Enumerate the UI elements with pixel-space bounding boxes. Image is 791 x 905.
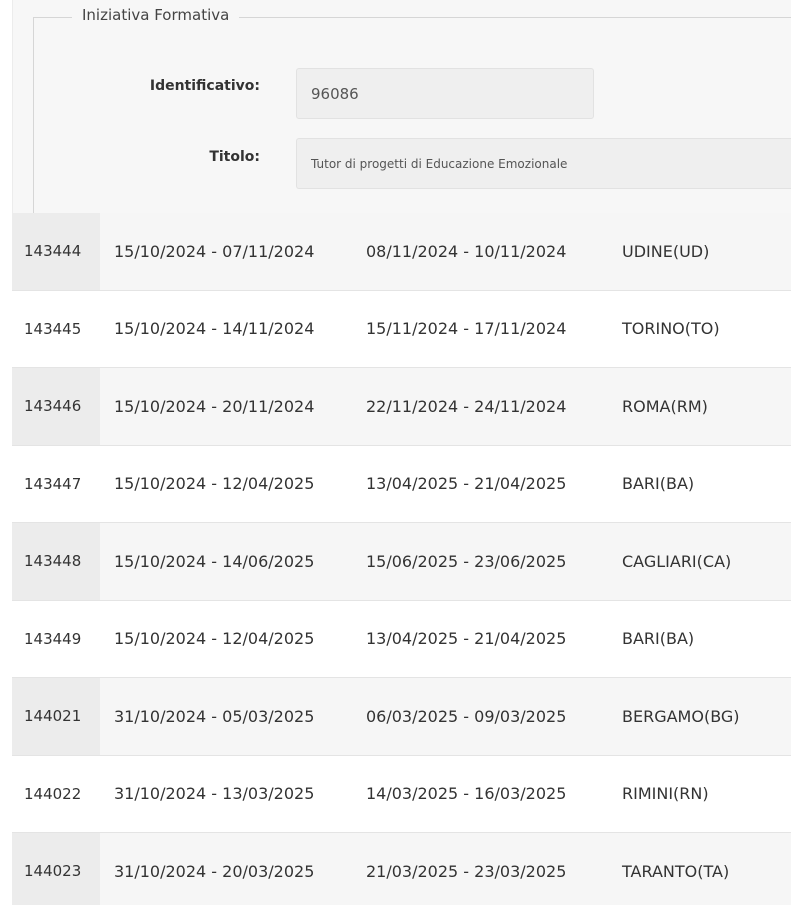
- editions-table: [12, 213, 791, 905]
- course-period: 22/11/2024 - 24/11/2024: [366, 396, 567, 416]
- course-period: 13/04/2025 - 21/04/2025: [366, 629, 567, 649]
- enrollment-period: 15/10/2024 - 12/04/2025: [114, 629, 315, 649]
- enrollment-period: 15/10/2024 - 12/04/2025: [114, 474, 315, 494]
- location: TARANTO(TA): [622, 861, 730, 881]
- identificativo-field: [296, 68, 594, 119]
- edition-id: 143447: [12, 446, 100, 523]
- table-row[interactable]: [12, 368, 791, 446]
- edition-id: 143446: [12, 368, 100, 445]
- enrollment-period: 15/10/2024 - 20/11/2024: [114, 396, 315, 416]
- table-row[interactable]: [12, 756, 791, 834]
- course-period: 13/04/2025 - 21/04/2025: [366, 474, 567, 494]
- edition-id: 143445: [12, 291, 100, 368]
- location: RIMINI(RN): [622, 784, 709, 804]
- course-period: 08/11/2024 - 10/11/2024: [366, 241, 567, 261]
- identificativo-label: Identificativo:: [149, 78, 260, 94]
- table-row[interactable]: [12, 601, 791, 679]
- titolo-label: Titolo:: [209, 149, 260, 165]
- location: BERGAMO(BG): [622, 706, 740, 726]
- identificativo-value: 96086: [311, 84, 359, 103]
- location: CAGLIARI(CA): [622, 551, 732, 571]
- titolo-field: [296, 138, 791, 189]
- table-row[interactable]: [12, 446, 791, 524]
- fieldset-legend: Iniziativa Formativa: [72, 6, 239, 24]
- course-period: 14/03/2025 - 16/03/2025: [366, 784, 567, 804]
- edition-id: 143444: [12, 213, 100, 290]
- location: TORINO(TO): [622, 319, 720, 339]
- enrollment-period: 31/10/2024 - 20/03/2025: [114, 861, 315, 881]
- table-row[interactable]: [12, 213, 791, 291]
- location: ROMA(RM): [622, 396, 708, 416]
- enrollment-period: 15/10/2024 - 14/11/2024: [114, 319, 315, 339]
- location: BARI(BA): [622, 629, 695, 649]
- table-row[interactable]: [12, 833, 791, 905]
- edition-id: 144023: [12, 833, 100, 905]
- table-row[interactable]: [12, 523, 791, 601]
- table-row[interactable]: [12, 291, 791, 369]
- location: UDINE(UD): [622, 241, 710, 261]
- course-period: 06/03/2025 - 09/03/2025: [366, 706, 567, 726]
- edition-id: 143448: [12, 523, 100, 600]
- edition-id: 144022: [12, 756, 100, 833]
- enrollment-period: 15/10/2024 - 07/11/2024: [114, 241, 315, 261]
- edition-id: 144021: [12, 678, 100, 755]
- enrollment-period: 31/10/2024 - 05/03/2025: [114, 706, 315, 726]
- location: BARI(BA): [622, 474, 695, 494]
- course-period: 15/06/2025 - 23/06/2025: [366, 551, 567, 571]
- enrollment-period: 15/10/2024 - 14/06/2025: [114, 551, 315, 571]
- enrollment-period: 31/10/2024 - 13/03/2025: [114, 784, 315, 804]
- edition-id: 143449: [12, 601, 100, 678]
- titolo-value: Tutor di progetti di Educazione Emozionale: [311, 156, 568, 171]
- course-period: 21/03/2025 - 23/03/2025: [366, 861, 567, 881]
- table-row[interactable]: [12, 678, 791, 756]
- course-period: 15/11/2024 - 17/11/2024: [366, 319, 567, 339]
